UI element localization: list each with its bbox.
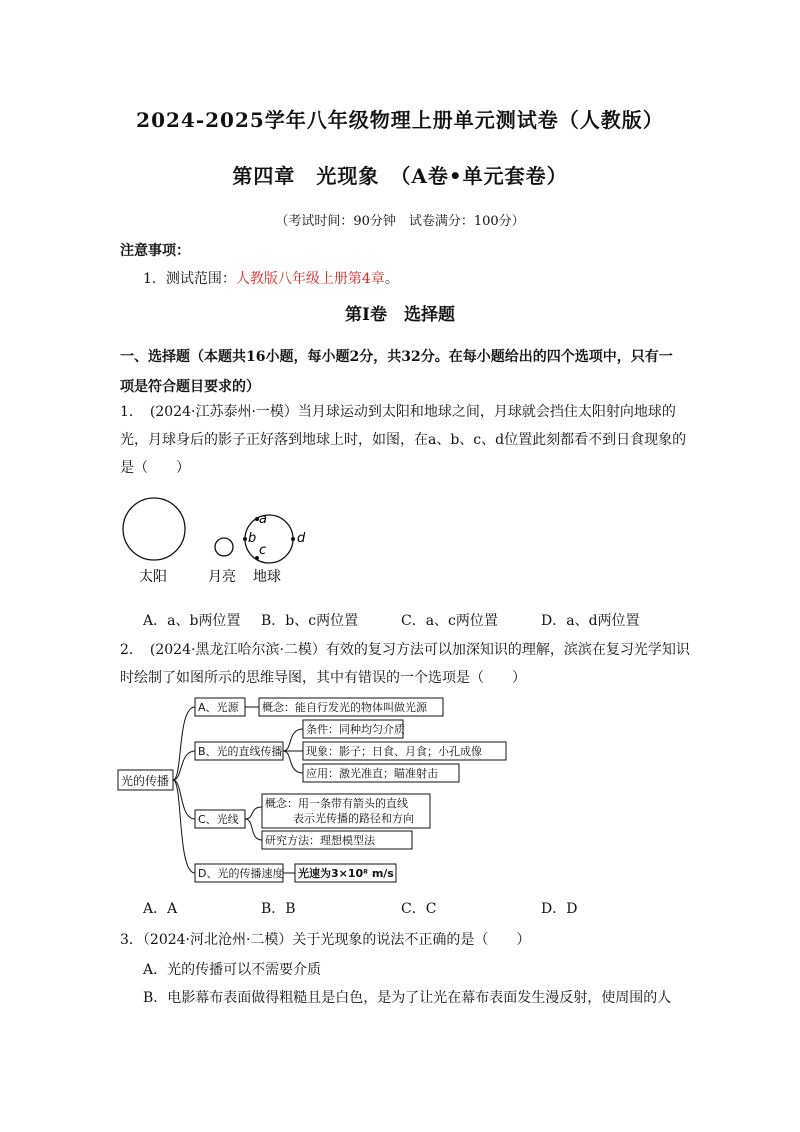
q1-option-d[interactable]: D．a、d两位置 bbox=[541, 613, 640, 629]
sun-circle bbox=[123, 498, 185, 560]
q1-option-c[interactable]: C．a、c两位置 bbox=[401, 613, 498, 629]
question-1-options bbox=[143, 610, 640, 630]
question-1-figure bbox=[115, 488, 325, 588]
b-condition-label: 条件：同种均匀介质 bbox=[306, 723, 405, 736]
a-concept-label: 概念：能自行发光的物体叫做光源 bbox=[262, 701, 427, 714]
section-heading: 一、选择题（本题共16小题，每小题2分，共32分。在每小题给出的四个选项中，只有一项是符合题目要求的） bbox=[120, 349, 673, 395]
c-concept-line2: 表示光传播的路径和方向 bbox=[293, 812, 414, 825]
b-application-label: 应用：激光准直；瞄准射击 bbox=[306, 767, 438, 780]
c-concept-line1: 概念：用一条带有箭头的直线 bbox=[265, 797, 408, 810]
point-c-label: c bbox=[259, 543, 267, 558]
exam-info: （考试时间：90分钟 试卷满分：100分） bbox=[275, 214, 525, 229]
question-2-options bbox=[143, 898, 577, 918]
test-scope bbox=[143, 268, 399, 288]
q1-option-a[interactable]: A．a、b两位置 bbox=[143, 613, 241, 629]
point-a-label: a bbox=[259, 512, 267, 527]
d-speed-label: 光速为3×10⁸ m/s bbox=[298, 867, 394, 880]
connector-a bbox=[173, 707, 195, 780]
root-label: 光的传播 bbox=[121, 774, 170, 788]
question-1-text: 1． (2024·江苏泰州·一模）当月球运动到太阳和地球之间，月球就会挡住太阳射向地球的光，月球身后的影子正好落到地球上时，如图，在a、b、c、d位置此刻都看不到日食现象的是（ ） bbox=[120, 404, 687, 476]
chapter-subtitle: 第四章 光现象 （A卷•单元套卷） bbox=[232, 164, 568, 188]
part-title: 第Ⅰ卷 选择题 bbox=[345, 305, 455, 325]
test-scope-prefix: 1．测试范围： bbox=[143, 271, 236, 287]
q3-option-a[interactable]: A．光的传播可以不需要介质 bbox=[143, 962, 322, 978]
test-scope-highlight: 人教版八年级上册第4章 bbox=[235, 271, 385, 287]
branch-a-label: A、光源 bbox=[198, 701, 239, 714]
moon-label: 月亮 bbox=[208, 569, 236, 585]
q1-option-b[interactable]: B．b、c两位置 bbox=[261, 613, 359, 629]
point-b-label: b bbox=[248, 531, 257, 546]
q2-option-d[interactable]: D．D bbox=[541, 901, 578, 917]
q2-option-c[interactable]: C．C bbox=[401, 901, 437, 917]
q2-option-a[interactable]: A．A bbox=[143, 901, 178, 917]
c-method-label: 研究方法：理想模型法 bbox=[265, 834, 375, 847]
earth-label: 地球 bbox=[253, 569, 281, 585]
b-phenomena-label: 现象：影子；日食、月食；小孔成像 bbox=[306, 745, 482, 758]
branch-b-label: B、光的直线传播 bbox=[198, 745, 283, 758]
point-b-dot bbox=[243, 537, 247, 541]
connector-d bbox=[173, 780, 195, 873]
q3-option-b[interactable]: B．电影幕布表面做得粗糙且是白色，是为了让光在幕布表面发生漫反射，使周围的人 bbox=[143, 990, 672, 1006]
test-scope-suffix: 。 bbox=[384, 271, 399, 287]
q2-option-b[interactable]: B．B bbox=[261, 901, 296, 917]
mindmap-figure bbox=[115, 692, 515, 887]
document-title: 2024-2025学年八年级物理上册单元测试卷（人教版） bbox=[136, 108, 664, 132]
branch-d-label: D、光的传播速度 bbox=[198, 867, 284, 880]
notes-label: 注意事项： bbox=[120, 243, 190, 259]
branch-c-label: C、光线 bbox=[198, 813, 239, 826]
moon-circle bbox=[215, 538, 233, 556]
question-2-text: 2． (2024·黑龙江哈尔滨·二模）有效的复习方法可以加深知识的理解，滨滨在复习光学知识时绘制了如图所示的思维导图，其中有错误的一个选项是（ ） bbox=[120, 642, 690, 686]
point-d-dot bbox=[291, 537, 295, 541]
sun-label: 太阳 bbox=[139, 569, 167, 585]
question-3-text: 3．（2024·河北沧州·二模）关于光现象的说法不正确的是（ ） bbox=[120, 932, 531, 948]
point-d-label: d bbox=[297, 531, 306, 546]
